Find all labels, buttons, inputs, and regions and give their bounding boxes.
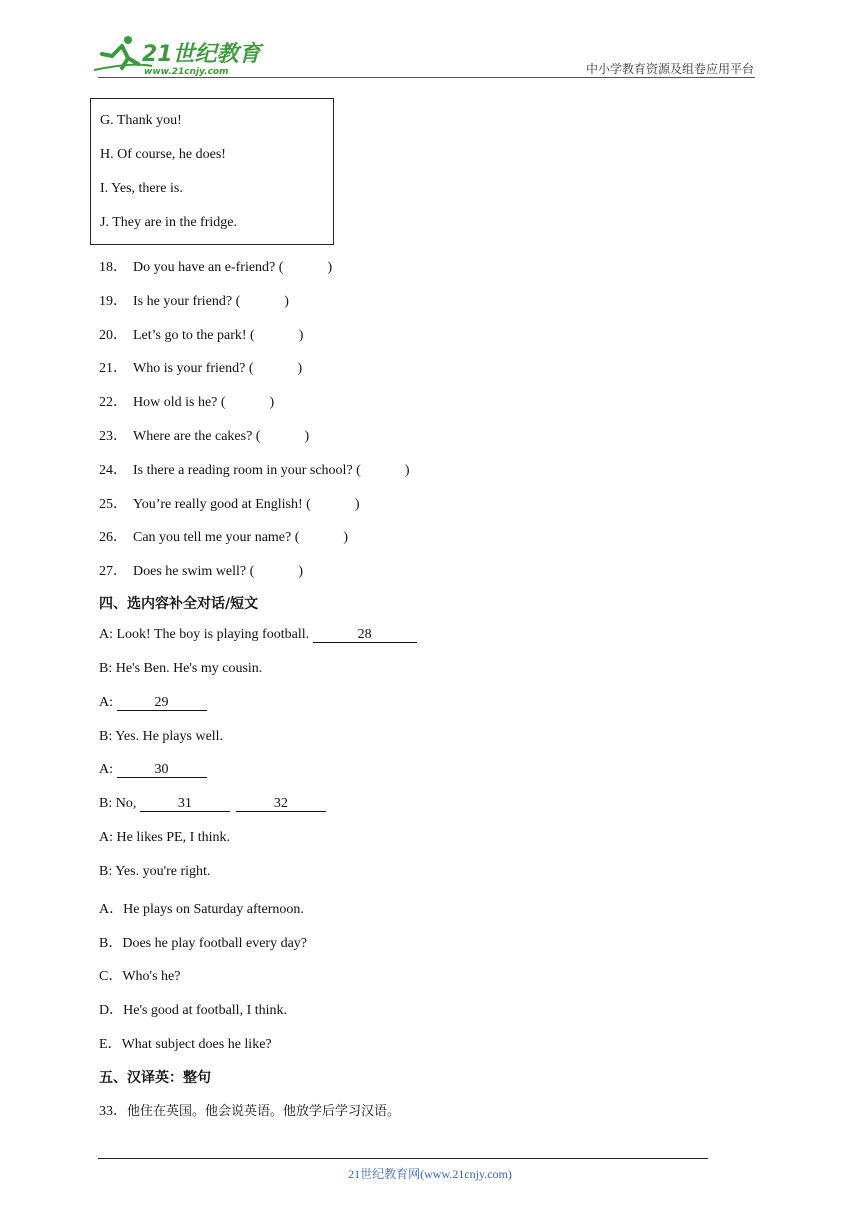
blank-31[interactable]: 31 [140,797,230,812]
choice-d: D．He's good at football, I think. [99,1003,288,1018]
question-18: 18． Do you have an e-friend? ( ) [99,260,333,275]
blank-29[interactable]: 29 [117,696,207,711]
dialogue-line-1: A: Look! The boy is playing football. 28 [99,627,417,643]
question-22: 22． How old is he? ( ) [99,395,275,410]
dialogue-line-7: A: He likes PE, I think. [99,830,231,845]
site-logo [92,34,272,78]
option-j: J. They are in the fridge. [100,215,237,230]
section-5-title: 五、汉译英：整句 [99,1070,211,1086]
dialogue-line-2: B: He's Ben. He's my cousin. [99,661,263,676]
footer-divider [98,1158,708,1159]
question-33: 33．他住在英国。他会说英语。他放学后学习汉语。 [99,1104,401,1119]
footer-link[interactable]: 21世纪教育网(www.21cnjy.com) [348,1167,512,1181]
page-header [0,0,860,80]
question-21: 21． Who is your friend? ( ) [99,361,303,376]
question-23: 23． Where are the cakes? ( ) [99,429,310,444]
question-26: 26． Can you tell me your name? ( ) [99,530,349,545]
option-g: G. Thank you! [100,113,182,128]
choice-c: C．Who's he? [99,969,181,984]
question-27: 27． Does he swim well? ( ) [99,564,303,579]
choice-b: B．Does he play football every day? [99,936,307,951]
dialogue-line-4: B: Yes. He plays well. [99,729,224,744]
choice-a: A．He plays on Saturday afternoon. [99,902,304,917]
header-divider [98,77,755,78]
blank-32[interactable]: 32 [236,797,326,812]
logo-url: www.21cnjy.com [144,67,229,77]
dialogue-line-8: B: Yes. you're right. [99,864,211,879]
dialogue-line-3: A: 29 [99,695,207,711]
option-h: H. Of course, he does! [100,147,226,162]
runner-logo-icon [92,34,272,78]
logo-text: 21世纪教育 [142,42,261,67]
question-25: 25． You’re really good at English! ( ) [99,497,360,512]
dialogue-line-5: A: 30 [99,762,207,778]
option-i: I. Yes, there is. [100,181,183,196]
blank-28[interactable]: 28 [313,628,417,643]
question-20: 20． Let’s go to the park! ( ) [99,328,304,343]
choice-e: E．What subject does he like? [99,1037,272,1052]
section-4-title: 四、选内容补全对话/短文 [99,596,259,612]
dialogue-line-6: B: No, 31 32 [99,796,326,812]
question-19: 19． Is he your friend? ( ) [99,294,289,309]
options-box [90,98,334,245]
blank-30[interactable]: 30 [117,763,207,778]
platform-title: 中小学教育资源及组卷应用平台 [585,62,754,76]
question-24: 24． Is there a reading room in your school? ( ) [99,463,410,478]
